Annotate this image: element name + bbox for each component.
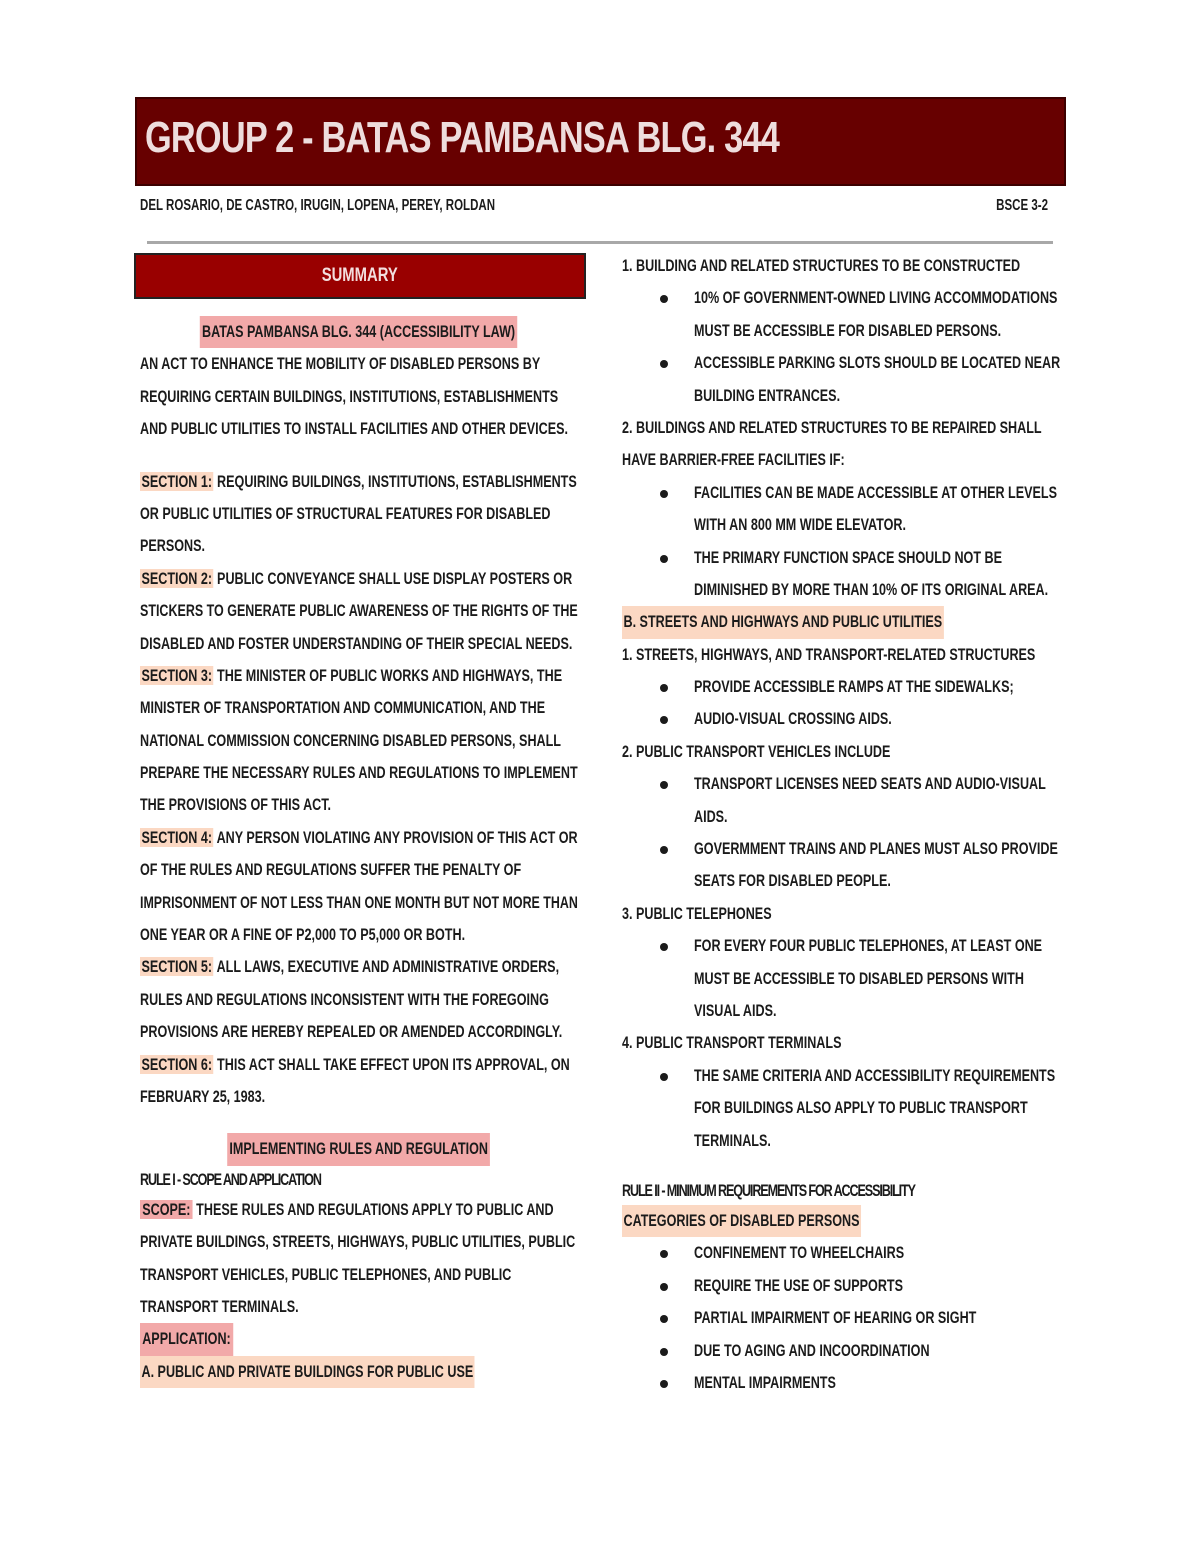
authors-line: DEL ROSARIO, DE CASTRO, IRUGIN, LOPENA, PEREY, ROLDAN — [140, 197, 496, 214]
bullet-text: VISUAL AIDS. — [694, 1000, 777, 1020]
law-heading: BATAS PAMBANSA BLG. 344 (ACCESSIBILITY LAW) — [200, 316, 518, 348]
section-label: SECTION 1: — [141, 471, 213, 491]
scope-paragraph — [140, 1194, 578, 1324]
bullet-text: BUILDING ENTRANCES. — [694, 385, 841, 405]
section-text: THIS ACT SHALL TAKE EFFECT UPON ITS APPROVAL, ON — [213, 1054, 570, 1074]
section-label: SECTION 6: — [141, 1054, 213, 1074]
scope-text: PRIVATE BUILDINGS, STREETS, HIGHWAYS, PUBLIC UTILITIES, PUBLIC — [140, 1232, 576, 1252]
section-text: OF THE RULES AND REGULATIONS SUFFER THE PENALTY OF — [140, 860, 522, 880]
bullet-icon — [660, 1380, 668, 1388]
item-2: 2. BUILDINGS AND RELATED STRUCTURES TO BE REPAIRED SHALL — [622, 417, 1042, 437]
summary-label: SUMMARY — [321, 265, 399, 286]
bullet-icon — [660, 295, 668, 303]
bullet-text: AUDIO-VISUAL CROSSING AIDS. — [694, 709, 892, 729]
section-text: THE MINISTER OF PUBLIC WORKS AND HIGHWAYS, THE — [213, 665, 563, 685]
section-text: NATIONAL COMMISSION CONCERNING DISABLED PERSONS, SHALL — [140, 730, 561, 750]
section-label: SECTION 2: — [141, 568, 213, 588]
section-text: REQUIRING BUILDINGS, INSTITUTIONS, ESTABLISHMENTS — [213, 471, 577, 491]
section-label: SECTION 4: — [141, 827, 213, 847]
b-item-1: 1. STREETS, HIGHWAYS, AND TRANSPORT-RELATED STRUCTURES — [622, 644, 1036, 664]
item-1: 1. BUILDING AND RELATED STRUCTURES TO BE CONSTRUCTED — [622, 256, 1021, 275]
intro-line: AN ACT TO ENHANCE THE MOBILITY OF DISABLED PERSONS BY — [140, 354, 541, 374]
intro-line: AND PUBLIC UTILITIES TO INSTALL FACILITIES AND OTHER DEVICES. — [140, 419, 568, 439]
section-text: STICKERS TO GENERATE PUBLIC AWARENESS OF THE RIGHTS OF THE — [140, 601, 578, 621]
rule-1-heading: RULE I - SCOPE AND APPLICATION — [140, 1169, 321, 1189]
bullet-text: TERMINALS. — [694, 1130, 771, 1150]
bullet-text: MUST BE ACCESSIBLE TO DISABLED PERSONS WITH — [694, 968, 1024, 988]
divider — [147, 241, 1053, 244]
bullet-text: WITH AN 800 MM WIDE ELEVATOR. — [694, 515, 907, 535]
section-text: MINISTER OF TRANSPORTATION AND COMMUNICATION, AND THE — [140, 698, 546, 718]
bullet-text: FACILITIES CAN BE MADE ACCESSIBLE AT OTHER LEVELS — [694, 482, 1057, 502]
bullet-icon — [660, 846, 668, 854]
irr-heading-line — [140, 1133, 578, 1165]
category-item: REQUIRE THE USE OF SUPPORTS — [694, 1275, 904, 1295]
bullet-text: FOR BUILDINGS ALSO APPLY TO PUBLIC TRANSPORT — [694, 1098, 1028, 1118]
section-6 — [140, 1049, 578, 1114]
bullet-text: FOR EVERY FOUR PUBLIC TELEPHONES, AT LEAST ONE — [694, 936, 1043, 956]
section-text: IMPRISONMENT OF NOT LESS THAN ONE MONTH BUT NOT MORE THAN — [140, 892, 578, 912]
left-column — [140, 316, 578, 1388]
bullet-icon — [660, 360, 668, 368]
bullet-icon — [660, 1250, 668, 1258]
bullet-text: MUST BE ACCESSIBLE FOR DISABLED PERSONS. — [694, 320, 1002, 340]
intro-paragraph — [140, 348, 578, 445]
section-label: SECTION 3: — [141, 665, 213, 685]
section-text: PROVISIONS ARE HEREBY REPEALED OR AMENDED ACCORDINGLY. — [140, 1022, 563, 1042]
bullet-text: GOVERMMENT TRAINS AND PLANES MUST ALSO PROVIDE — [694, 839, 1058, 859]
bullet-icon — [660, 1283, 668, 1291]
section-text: THE PROVISIONS OF THIS ACT. — [140, 795, 332, 815]
irr-heading: IMPLEMENTING RULES AND REGULATION — [227, 1133, 490, 1165]
application-label: APPLICATION: — [140, 1323, 233, 1355]
rule-2-heading: RULE II - MINIMUM REQUIREMENTS FOR ACCESSIBILITY — [622, 1180, 915, 1200]
b-item-4: 4. PUBLIC TRANSPORT TERMINALS — [622, 1033, 842, 1053]
section-text: PUBLIC CONVEYANCE SHALL USE DISPLAY POSTERS OR — [213, 568, 573, 588]
category-item: PARTIAL IMPAIRMENT OF HEARING OR SIGHT — [694, 1308, 977, 1328]
title-banner — [135, 97, 1066, 186]
page-title: GROUP 2 - BATAS PAMBANSA BLG. 344 — [145, 113, 780, 162]
section-b-heading: B. STREETS AND HIGHWAYS AND PUBLIC UTILITIES — [622, 606, 944, 638]
bullet-text: ACCESSIBLE PARKING SLOTS SHOULD BE LOCATED NEAR — [694, 353, 1061, 373]
bullet-text: 10% OF GOVERNMENT-OWNED LIVING ACCOMMODATIONS — [694, 288, 1058, 308]
bullet-icon — [660, 555, 668, 563]
scope-text: THESE RULES AND REGULATIONS APPLY TO PUBLIC AND — [192, 1199, 554, 1219]
bullet-text: AIDS. — [694, 806, 728, 826]
bullet-icon — [660, 490, 668, 498]
section-text: ANY PERSON VIOLATING ANY PROVISION OF THIS ACT OR — [213, 827, 578, 847]
bullet-icon — [660, 943, 668, 951]
section-label: SECTION 5: — [141, 957, 213, 977]
section-text: PERSONS. — [140, 536, 206, 556]
bullet-text: TRANSPORT LICENSES NEED SEATS AND AUDIO-VISUAL — [694, 774, 1046, 794]
b-item-2: 2. PUBLIC TRANSPORT VEHICLES INCLUDE — [622, 741, 891, 761]
item-2: HAVE BARRIER-FREE FACILITIES IF: — [622, 450, 845, 470]
summary-banner — [134, 253, 586, 299]
intro-line: REQUIRING CERTAIN BUILDINGS, INSTITUTIONS, ESTABLISHMENTS — [140, 386, 559, 406]
section-text: OR PUBLIC UTILITIES OF STRUCTURAL FEATURES FOR DISABLED — [140, 503, 551, 523]
section-3 — [140, 660, 578, 822]
bullet-text: SEATS FOR DISABLED PEOPLE. — [694, 871, 891, 891]
category-item: DUE TO AGING AND INCOORDINATION — [694, 1340, 930, 1360]
section-1 — [140, 466, 578, 563]
bullet-text: PROVIDE ACCESSIBLE RAMPS AT THE SIDEWALKS; — [694, 677, 1014, 697]
section-text: DISABLED AND FOSTER UNDERSTANDING OF THEIR SPECIAL NEEDS. — [140, 633, 573, 653]
section-2 — [140, 563, 578, 660]
bullet-text: THE SAME CRITERIA AND ACCESSIBILITY REQUIREMENTS — [694, 1065, 1056, 1085]
scope-text: TRANSPORT VEHICLES, PUBLIC TELEPHONES, AND PUBLIC — [140, 1264, 512, 1284]
category-item: CONFINEMENT TO WHEELCHAIRS — [694, 1243, 905, 1263]
scope-text: TRANSPORT TERMINALS. — [140, 1296, 299, 1316]
bullet-icon — [660, 716, 668, 724]
section-code: BSCE 3-2 — [996, 197, 1048, 214]
bullet-text: DIMINISHED BY MORE THAN 10% OF ITS ORIGINAL AREA. — [694, 579, 1049, 599]
bullet-text: THE PRIMARY FUNCTION SPACE SHOULD NOT BE — [694, 547, 1002, 567]
category-item: MENTAL IMPAIRMENTS — [694, 1372, 836, 1392]
section-text: ONE YEAR OR A FINE OF P2,000 TO P5,000 OR BOTH. — [140, 925, 466, 945]
law-heading-line — [140, 316, 578, 348]
section-text: ALL LAWS, EXECUTIVE AND ADMINISTRATIVE ORDERS, — [213, 957, 560, 977]
bullet-icon — [660, 1073, 668, 1081]
bullet-icon — [660, 1315, 668, 1323]
application-a: A. PUBLIC AND PRIVATE BUILDINGS FOR PUBLIC USE — [140, 1356, 475, 1388]
bullet-icon — [660, 781, 668, 789]
section-text: RULES AND REGULATIONS INCONSISTENT WITH THE FOREGOING — [140, 989, 549, 1009]
categories-label: CATEGORIES OF DISABLED PERSONS — [622, 1205, 861, 1237]
b-item-3: 3. PUBLIC TELEPHONES — [622, 903, 772, 923]
section-5 — [140, 951, 578, 1048]
section-4 — [140, 822, 578, 952]
bullet-icon — [660, 684, 668, 692]
section-text: PREPARE THE NECESSARY RULES AND REGULATIONS TO IMPLEMENT — [140, 763, 578, 783]
scope-label: SCOPE: — [140, 1200, 193, 1219]
bullet-icon — [660, 1348, 668, 1356]
section-text: FEBRUARY 25, 1983. — [140, 1086, 266, 1106]
right-column — [622, 250, 1060, 1399]
